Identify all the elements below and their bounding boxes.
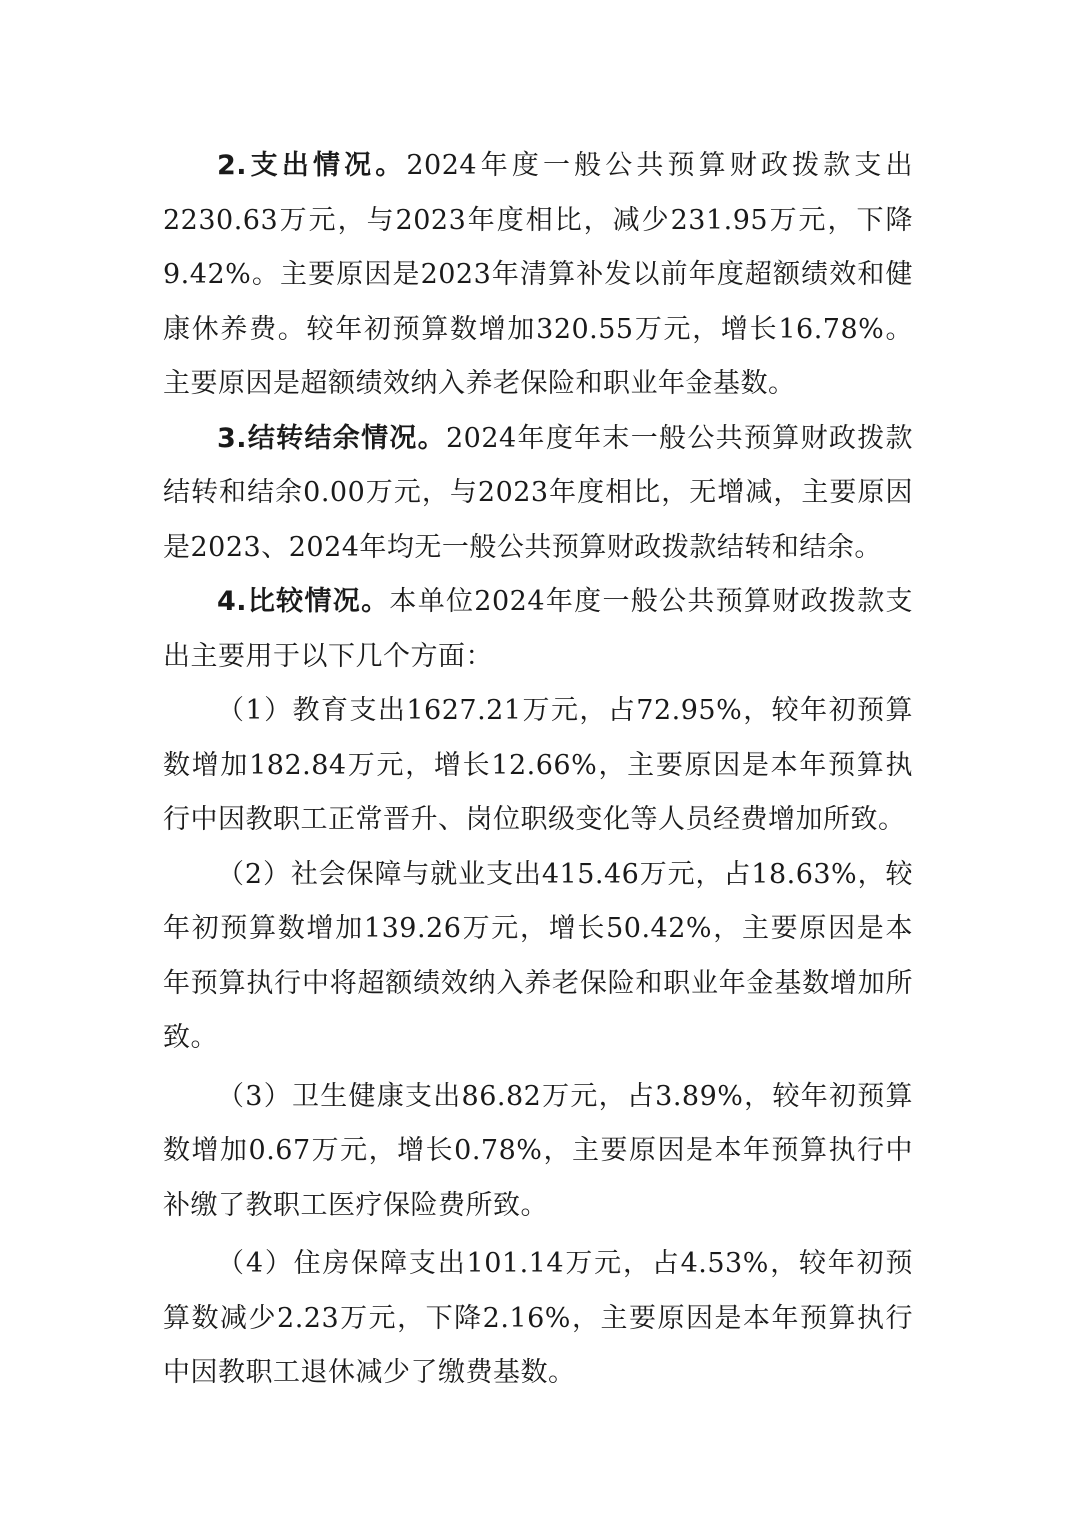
paragraph-expenditure [163,139,913,412]
paragraph-text: （1）教育支出1627.21万元，占72.95%，较年初预算数增加182.84万元，增长12.66%，主要原因是本年预算执行中因教职工正常晋升、岗位职级变化等人员经费增加所致。 [163,695,913,835]
paragraph-item-housing [163,1237,913,1401]
paragraph-item-social-security [163,848,913,1066]
paragraph-text: （2）社会保障与就业支出415.46万元，占18.63%，较年初预算数增加139.26万元，增长50.42%，主要原因是本年预算执行中将超额绩效纳入养老保险和职业年金基数增加所致。 [163,858,913,1053]
paragraph-text: 本单位2024年度一般公共预算财政拨款支出主要用于以下几个方面： [163,586,914,672]
paragraph-text: 2024年度一般公共预算财政拨款支出2230.63万元，与2023年度相比，减少231.95万元，下降9.42%。主要原因是2023年清算补发以前年度超额绩效和健康休养费。较年初预算数增加320.55万元，增长16.78%。主要原因是超额绩效纳入养老保险和职业年金基数。 [163,150,914,399]
document-page [163,139,913,1401]
section-heading-expenditure: 2.支出情况。 [217,150,407,181]
paragraph-item-education [163,684,913,848]
paragraph-carryover [163,412,913,576]
section-heading-carryover: 3.结转结余情况。 [217,422,446,454]
paragraph-item-health [163,1070,913,1234]
paragraph-text: 2024年度年末一般公共预算财政拨款结转和结余0.00万元，与2023年度相比，无增减，主要原因是2023、2024年均无一般公共预算财政拨款结转和结余。 [163,422,913,563]
paragraph-text: （4）住房保障支出101.14万元，占4.53%，较年初预算数减少2.23万元，下降2.16%，主要原因是本年预算执行中因教职工退休减少了缴费基数。 [163,1248,913,1388]
paragraph-comparison [163,575,913,684]
section-heading-comparison: 4.比较情况。 [217,586,390,617]
paragraph-text: （3）卫生健康支出86.82万元，占3.89%，较年初预算数增加0.67万元，增长0.78%，主要原因是本年预算执行中补缴了教职工医疗保险费所致。 [163,1080,913,1221]
